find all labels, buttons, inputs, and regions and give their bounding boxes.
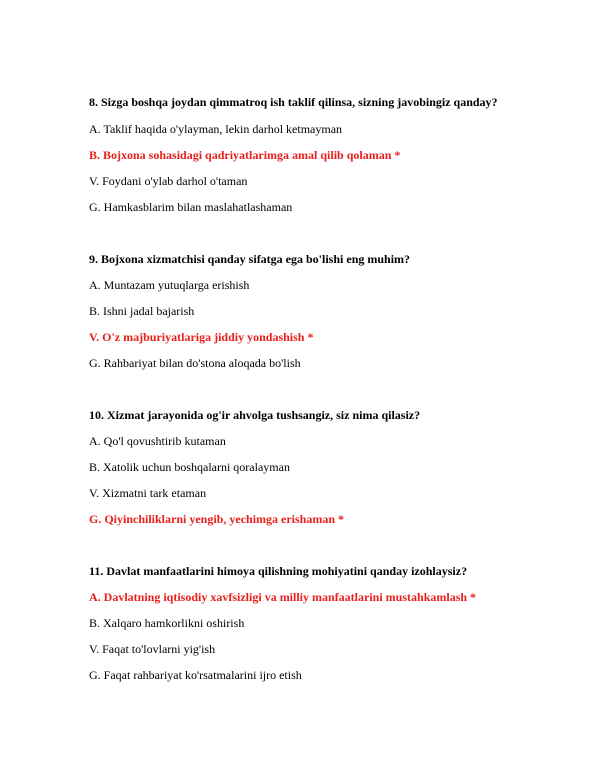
question-8-option-a: A. Taklif haqida o'ylayman, lekin darhol ketmayman [89, 122, 343, 136]
question-10-title: 10. Xizmat jarayonida og'ir ahvolga tushsangiz, siz nima qilasiz? [89, 408, 421, 422]
question-11-option-v: V. Faqat to'lovlarni yig'ish [89, 642, 216, 656]
question-11-option-g: G. Faqat rahbariyat ko'rsatmalarini ijro etish [89, 668, 302, 682]
question-9-option-g: G. Rahbariyat bilan do'stona aloqada bo'lish [89, 356, 301, 370]
question-9-option-a: A. Muntazam yutuqlarga erishish [89, 278, 250, 292]
question-9-title: 9. Bojxona xizmatchisi qanday sifatga ega bo'lishi eng muhim? [89, 252, 411, 266]
question-9-option-b: B. Ishni jadal bajarish [89, 304, 195, 318]
question-11-title: 11. Davlat manfaatlarini himoya qilishning mohiyatini qanday izohlaysiz? [89, 564, 468, 578]
question-9-option-v-correct: V. O'z majburiyatlariga jiddiy yondashish * [89, 330, 314, 344]
question-8-option-v: V. Foydani o'ylab darhol o'taman [89, 174, 248, 188]
question-10-option-v: V. Xizmatni tark etaman [89, 486, 207, 500]
question-8-title: 8. Sizga boshqa joydan qimmatroq ish taklif qilinsa, sizning javobingiz qanday? [89, 95, 498, 109]
question-8-option-g: G. Hamkasblarim bilan maslahatlashaman [89, 200, 293, 214]
question-10-option-a: A. Qo'l qovushtirib kutaman [89, 434, 226, 448]
question-8-option-b-correct: B. Bojxona sohasidagi qadriyatlarimga amal qilib qolaman * [89, 148, 401, 162]
question-11-option-b: B. Xalqaro hamkorlikni oshirish [89, 616, 245, 630]
question-10-option-b: B. Xatolik uchun boshqalarni qoralayman [89, 460, 290, 474]
question-11-option-a-correct: A. Davlatning iqtisodiy xavfsizligi va milliy manfaatlarini mustahkamlash * [89, 590, 477, 604]
question-10-option-g-correct: G. Qiyinchiliklarni yengib, yechimga erishaman * [89, 512, 345, 526]
